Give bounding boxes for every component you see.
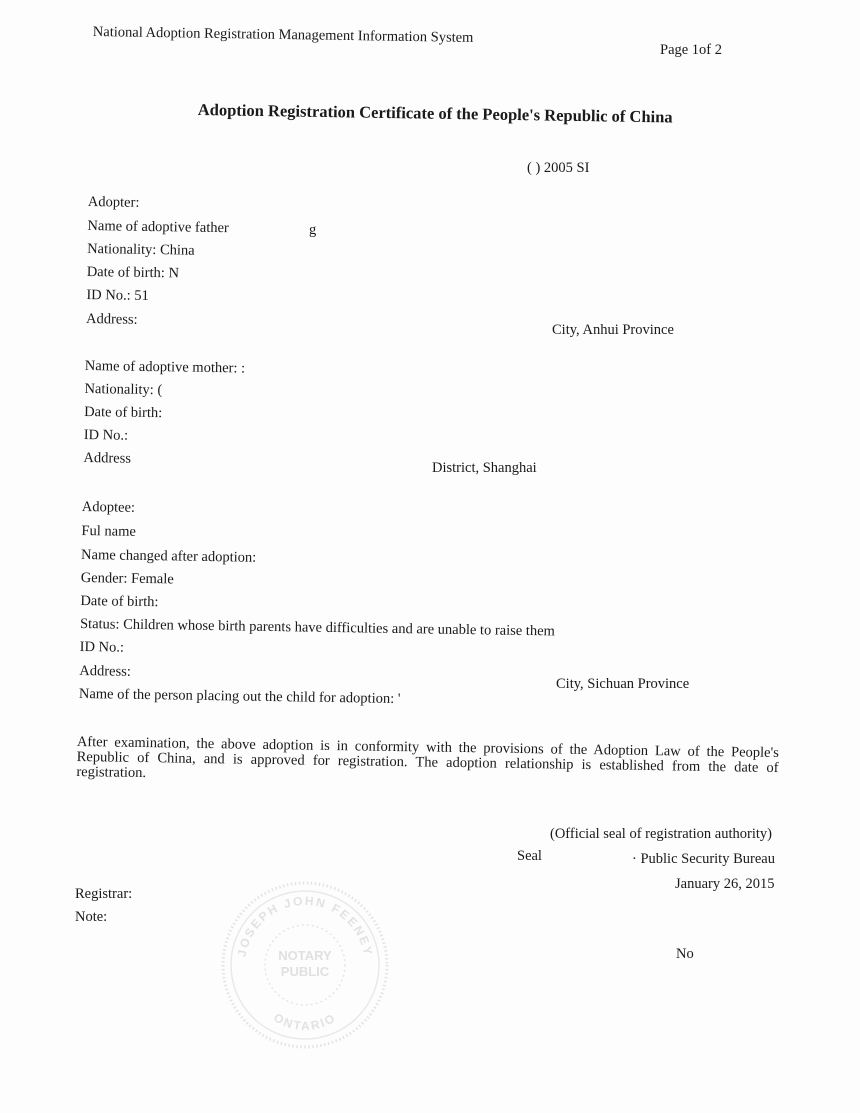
adoptee-status: Status: Children whose birth parents have difficulties and are unable to raise them: [79, 615, 555, 640]
adopter-heading: Adopter:: [87, 194, 140, 211]
adoptee-address-value: City, Sichuan Province: [556, 676, 690, 692]
father-address-value: City, Anhui Province: [552, 322, 674, 338]
adoptee-full-name: Ful name: [81, 522, 136, 540]
adoptee-heading: Adoptee:: [81, 499, 136, 516]
father-name-label: Name of adoptive father: [87, 217, 229, 237]
seal-caption: (Official seal of registration authority): [550, 826, 772, 842]
mother-id-no: ID No.:: [83, 426, 129, 444]
notary-seal-icon: [220, 880, 390, 1050]
father-address-label: Address:: [85, 310, 138, 328]
mother-address-value: District, Shanghai: [432, 460, 537, 476]
adoptee-name-changed: Name changed after adoption:: [80, 546, 257, 566]
adoptee-gender: Gender: Female: [80, 569, 174, 588]
bureau-name: · Public Security Bureau: [632, 851, 775, 867]
father-nationality: Nationality: China: [87, 240, 195, 259]
adoptee-dob: Date of birth:: [80, 592, 159, 611]
note-label: Note:: [75, 909, 108, 925]
system-header: National Adoption Registration Management Information System: [92, 24, 474, 46]
father-dob: Date of birth: N: [86, 263, 180, 282]
registrar-label: Registrar:: [75, 886, 133, 902]
placing-person-label: Name of the person placing out the child for adoption: ': [78, 685, 401, 708]
seal-top-text: JOSEPH JOHN FEENEY: [234, 893, 376, 958]
mother-nationality: Nationality: (: [84, 380, 163, 399]
no-label: No: [676, 946, 694, 962]
issue-date: January 26, 2015: [675, 876, 775, 892]
approval-paragraph: After examination, the above adoption is in conformity with the provisions of the Adoption Law of the People's Republic of China, and is approved for registration. The adoption relationship is established from the date of registration.: [76, 734, 779, 782]
seal-bottom-text: ONTARIO: [271, 1010, 339, 1034]
certificate-number: ( ) 2005 SI: [527, 160, 590, 176]
mother-dob: Date of birth:: [84, 403, 163, 422]
svg-text:ONTARIO: [271, 1010, 338, 1033]
page-number: Page 1of 2: [660, 42, 723, 58]
father-name-fragment: g: [309, 222, 317, 238]
mother-name-label: Name of adoptive mother: :: [84, 358, 246, 377]
adoptee-address-label: Address:: [79, 662, 131, 680]
adoptee-id-no: ID No.:: [79, 638, 125, 656]
seal-center-text-1: NOTARY: [278, 948, 332, 963]
father-id-no: ID No.: 51: [86, 286, 149, 304]
document-title: Adoption Registration Certificate of the People's Republic of China: [197, 100, 673, 127]
seal-label: Seal: [517, 848, 542, 864]
seal-center-text-2: PUBLIC: [280, 964, 330, 979]
mother-address-label: Address: [83, 449, 132, 467]
